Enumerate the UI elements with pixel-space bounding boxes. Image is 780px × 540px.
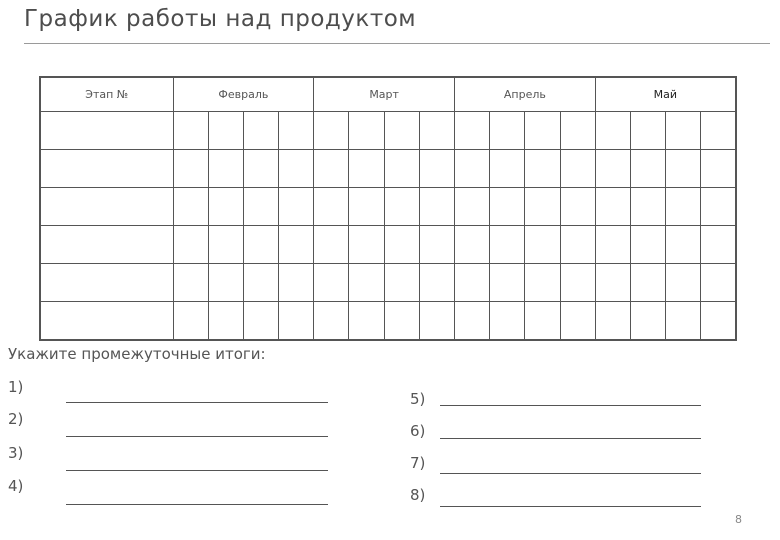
week-cell[interactable] bbox=[630, 112, 665, 150]
week-cell[interactable] bbox=[595, 188, 630, 226]
week-cell[interactable] bbox=[279, 226, 314, 264]
week-cell[interactable] bbox=[490, 264, 525, 302]
week-cell[interactable] bbox=[279, 112, 314, 150]
page-title: График работы над продуктом bbox=[24, 6, 417, 32]
week-cell[interactable] bbox=[455, 112, 490, 150]
week-cell[interactable] bbox=[490, 188, 525, 226]
week-cell[interactable] bbox=[349, 112, 384, 150]
table-row bbox=[40, 112, 736, 150]
stage-cell[interactable] bbox=[40, 188, 173, 226]
week-cell[interactable] bbox=[630, 226, 665, 264]
week-cell[interactable] bbox=[419, 150, 454, 188]
week-cell[interactable] bbox=[208, 302, 243, 341]
week-cell[interactable] bbox=[666, 150, 701, 188]
week-cell[interactable] bbox=[243, 302, 278, 341]
stage-cell[interactable] bbox=[40, 226, 173, 264]
subtotal-line-6[interactable] bbox=[440, 438, 701, 439]
week-cell[interactable] bbox=[560, 226, 595, 264]
week-cell[interactable] bbox=[243, 226, 278, 264]
week-cell[interactable] bbox=[243, 112, 278, 150]
week-cell[interactable] bbox=[630, 264, 665, 302]
week-cell[interactable] bbox=[595, 302, 630, 341]
week-cell[interactable] bbox=[384, 226, 419, 264]
week-cell[interactable] bbox=[455, 302, 490, 341]
week-cell[interactable] bbox=[384, 150, 419, 188]
stage-cell[interactable] bbox=[40, 264, 173, 302]
week-cell[interactable] bbox=[560, 112, 595, 150]
subtotal-label-2: 2) bbox=[8, 410, 24, 428]
week-cell[interactable] bbox=[384, 112, 419, 150]
week-cell[interactable] bbox=[173, 112, 208, 150]
week-cell[interactable] bbox=[560, 150, 595, 188]
week-cell[interactable] bbox=[525, 226, 560, 264]
table-row bbox=[40, 302, 736, 341]
subtotal-line-5[interactable] bbox=[440, 405, 701, 406]
stage-cell[interactable] bbox=[40, 150, 173, 188]
week-cell[interactable] bbox=[384, 264, 419, 302]
week-cell[interactable] bbox=[279, 302, 314, 341]
week-cell[interactable] bbox=[701, 150, 736, 188]
subtotal-line-2[interactable] bbox=[66, 436, 328, 437]
week-cell[interactable] bbox=[173, 188, 208, 226]
table-header-row bbox=[40, 77, 736, 112]
week-cell[interactable] bbox=[701, 226, 736, 264]
week-cell[interactable] bbox=[490, 226, 525, 264]
week-cell[interactable] bbox=[173, 264, 208, 302]
week-cell[interactable] bbox=[384, 302, 419, 341]
week-cell[interactable] bbox=[314, 150, 349, 188]
week-cell[interactable] bbox=[560, 264, 595, 302]
header-march: Март bbox=[314, 77, 455, 112]
week-cell[interactable] bbox=[455, 264, 490, 302]
week-cell[interactable] bbox=[279, 188, 314, 226]
week-cell[interactable] bbox=[701, 188, 736, 226]
week-cell[interactable] bbox=[208, 188, 243, 226]
week-cell[interactable] bbox=[455, 150, 490, 188]
week-cell[interactable] bbox=[455, 188, 490, 226]
week-cell[interactable] bbox=[279, 264, 314, 302]
week-cell[interactable] bbox=[525, 264, 560, 302]
week-cell[interactable] bbox=[243, 150, 278, 188]
title-divider bbox=[24, 43, 770, 44]
week-cell[interactable] bbox=[701, 302, 736, 341]
week-cell[interactable] bbox=[243, 188, 278, 226]
week-cell[interactable] bbox=[349, 226, 384, 264]
table-row bbox=[40, 226, 736, 264]
week-cell[interactable] bbox=[701, 264, 736, 302]
week-cell[interactable] bbox=[490, 112, 525, 150]
week-cell[interactable] bbox=[419, 264, 454, 302]
week-cell[interactable] bbox=[419, 112, 454, 150]
table-row bbox=[40, 264, 736, 302]
week-cell[interactable] bbox=[314, 264, 349, 302]
week-cell[interactable] bbox=[243, 264, 278, 302]
subtotal-label-4: 4) bbox=[8, 477, 24, 495]
week-cell[interactable] bbox=[666, 112, 701, 150]
schedule-table bbox=[39, 76, 737, 341]
subtotals-instruction: Укажите промежуточные итоги: bbox=[8, 345, 266, 363]
week-cell[interactable] bbox=[525, 150, 560, 188]
week-cell[interactable] bbox=[525, 112, 560, 150]
week-cell[interactable] bbox=[525, 302, 560, 341]
subtotal-line-7[interactable] bbox=[440, 473, 701, 474]
week-cell[interactable] bbox=[595, 112, 630, 150]
week-cell[interactable] bbox=[208, 112, 243, 150]
week-cell[interactable] bbox=[208, 264, 243, 302]
week-cell[interactable] bbox=[630, 150, 665, 188]
week-cell[interactable] bbox=[666, 188, 701, 226]
week-cell[interactable] bbox=[666, 302, 701, 341]
subtotal-label-5: 5) bbox=[410, 390, 426, 408]
week-cell[interactable] bbox=[349, 150, 384, 188]
week-cell[interactable] bbox=[419, 302, 454, 341]
week-cell[interactable] bbox=[630, 188, 665, 226]
week-cell[interactable] bbox=[314, 226, 349, 264]
week-cell[interactable] bbox=[279, 150, 314, 188]
week-cell[interactable] bbox=[349, 302, 384, 341]
subtotal-label-8: 8) bbox=[410, 486, 426, 504]
week-cell[interactable] bbox=[173, 226, 208, 264]
week-cell[interactable] bbox=[349, 188, 384, 226]
week-cell[interactable] bbox=[630, 302, 665, 341]
week-cell[interactable] bbox=[595, 150, 630, 188]
subtotal-label-6: 6) bbox=[410, 422, 426, 440]
week-cell[interactable] bbox=[314, 112, 349, 150]
stage-cell[interactable] bbox=[40, 302, 173, 341]
week-cell[interactable] bbox=[419, 226, 454, 264]
week-cell[interactable] bbox=[173, 302, 208, 341]
table-row bbox=[40, 150, 736, 188]
subtotal-line-3[interactable] bbox=[66, 470, 328, 471]
subtotal-line-4[interactable] bbox=[66, 504, 328, 505]
header-may: Май bbox=[595, 77, 736, 112]
subtotal-label-7: 7) bbox=[410, 454, 426, 472]
header-april: Апрель bbox=[455, 77, 596, 112]
week-cell[interactable] bbox=[208, 150, 243, 188]
week-cell[interactable] bbox=[560, 188, 595, 226]
subtotal-label-1: 1) bbox=[8, 378, 24, 396]
week-cell[interactable] bbox=[666, 264, 701, 302]
subtotal-line-1[interactable] bbox=[66, 402, 328, 403]
week-cell[interactable] bbox=[314, 188, 349, 226]
week-cell[interactable] bbox=[560, 302, 595, 341]
stage-cell[interactable] bbox=[40, 112, 173, 150]
subtotal-line-8[interactable] bbox=[440, 506, 701, 507]
week-cell[interactable] bbox=[525, 188, 560, 226]
week-cell[interactable] bbox=[173, 150, 208, 188]
week-cell[interactable] bbox=[208, 226, 243, 264]
table-row bbox=[40, 188, 736, 226]
week-cell[interactable] bbox=[595, 264, 630, 302]
week-cell[interactable] bbox=[701, 112, 736, 150]
week-cell[interactable] bbox=[419, 188, 454, 226]
week-cell[interactable] bbox=[666, 226, 701, 264]
week-cell[interactable] bbox=[595, 226, 630, 264]
page-number: 8 bbox=[735, 513, 742, 526]
week-cell[interactable] bbox=[490, 150, 525, 188]
subtotal-label-3: 3) bbox=[8, 444, 24, 462]
week-cell[interactable] bbox=[349, 264, 384, 302]
week-cell[interactable] bbox=[384, 188, 419, 226]
week-cell[interactable] bbox=[455, 226, 490, 264]
header-stage: Этап № bbox=[40, 77, 173, 112]
header-february: Февраль bbox=[173, 77, 314, 112]
week-cell[interactable] bbox=[314, 302, 349, 341]
week-cell[interactable] bbox=[490, 302, 525, 341]
